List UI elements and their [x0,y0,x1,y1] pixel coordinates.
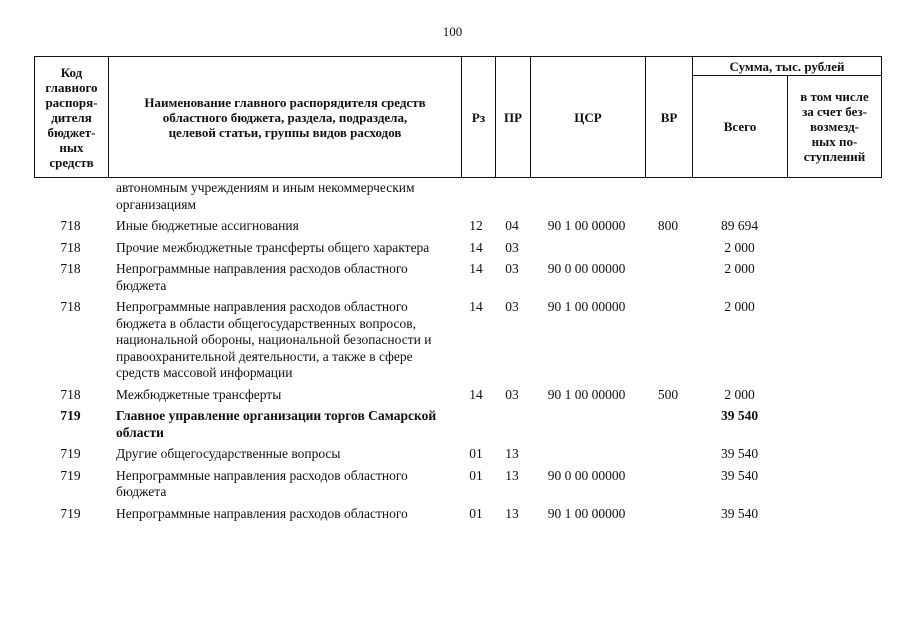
cell-pr: 03 [505,239,519,255]
table-row [34,261,882,299]
cell-name: Иные бюджетные ассигнования [116,218,299,233]
cell-total: 39 540 [720,446,759,461]
cell-code: 719 [60,467,81,483]
header-sum: Сумма, тыс. рублей [729,58,845,74]
cell-rz: 12 [469,218,483,233]
cell-csr: 90 1 00 00000 [547,218,626,233]
cell-total: 2 000 [724,386,755,402]
cell-name: Другие общегосударственные вопросы [116,446,341,461]
table-header [34,56,882,178]
table-body [34,180,882,527]
page-number: 100 [442,24,463,39]
table-row [34,446,882,468]
cell-vr: 800 [657,218,679,233]
cell-code: 718 [60,386,81,402]
cell-pr: 13 [505,467,519,483]
cell-total: 39 540 [720,467,759,483]
cell-rz: 14 [469,239,483,255]
cell-pr: 13 [505,505,519,521]
cell-name: Непрограммные направления расходов областного бюджета [116,261,408,293]
cell-csr: 90 1 00 00000 [547,386,626,402]
cell-name: Прочие межбюджетные трансферты общего характера [116,239,430,255]
cell-code: 718 [60,261,81,276]
cell-total: 89 694 [720,218,759,233]
cell-pr: 13 [505,446,519,461]
cell-total: 2 000 [724,239,755,255]
table-row [34,387,882,409]
cell-rz: 01 [469,446,483,461]
cell-name: Непрограммные направления расходов областного [116,505,408,521]
cell-csr: 90 0 00 00000 [547,467,626,483]
cell-pr: 03 [505,386,519,402]
cell-code: 719 [60,446,81,461]
table-row [34,180,882,218]
header-rz: Рз [471,109,486,125]
cell-total: 2 000 [724,261,755,276]
cell-pr: 04 [505,218,519,233]
cell-code: 718 [60,218,81,233]
cell-vr: 500 [657,386,679,402]
cell-rz: 14 [469,261,483,276]
cell-rz: 14 [469,386,483,402]
cell-name: Непрограммные направления расходов областного бюджета [116,467,408,499]
cell-code: 719 [60,505,81,521]
header-total: Всего [723,119,757,134]
table-row [34,506,882,528]
cell-code: 718 [60,239,81,255]
cell-rz: 01 [469,467,483,483]
table-row [34,218,882,240]
cell-name: Межбюджетные трансферты [116,386,282,402]
cell-name: Непрограммные направления расходов областного бюджета в области общегосударственных вопросов, национальной обороны, национальной безопасности и правоохранительной деятельности, а также в сфере средств массовой информации [116,299,432,380]
header-name: Наименование главного распорядителя средств областного бюджета, раздела, подраздела, целевой статьи, группы видов расходов [144,94,426,140]
table-row [34,299,882,387]
cell-pr: 03 [505,261,519,276]
cell-rz: 14 [469,299,483,314]
header-vr: ВР [660,109,678,125]
header-pr: ПР [503,109,523,125]
cell-total: 39 540 [720,505,759,521]
cell-csr: 90 0 00 00000 [547,261,626,276]
cell-code: 718 [60,299,81,314]
cell-name: Главное управление организации торгов Самарской области [116,408,437,440]
cell-total: 2 000 [724,299,755,314]
header-csr: ЦСР [574,109,602,125]
cell-code: 719 [60,408,81,423]
cell-csr: 90 1 00 00000 [547,505,626,521]
table-row [34,240,882,262]
table-row [34,468,882,506]
table-row [34,408,882,446]
cell-rz: 01 [469,505,483,521]
cell-total: 39 540 [720,408,759,423]
header-free: в том числе за счет без- возмезд- ных по- ступлений [800,89,869,164]
cell-pr: 03 [505,299,519,314]
cell-csr: 90 1 00 00000 [547,299,626,314]
header-code: Код главного распоря- дителя бюджет- ных средств [45,64,98,170]
cell-name: автономным учреждениям и иным некоммерческим организациям [116,180,415,212]
